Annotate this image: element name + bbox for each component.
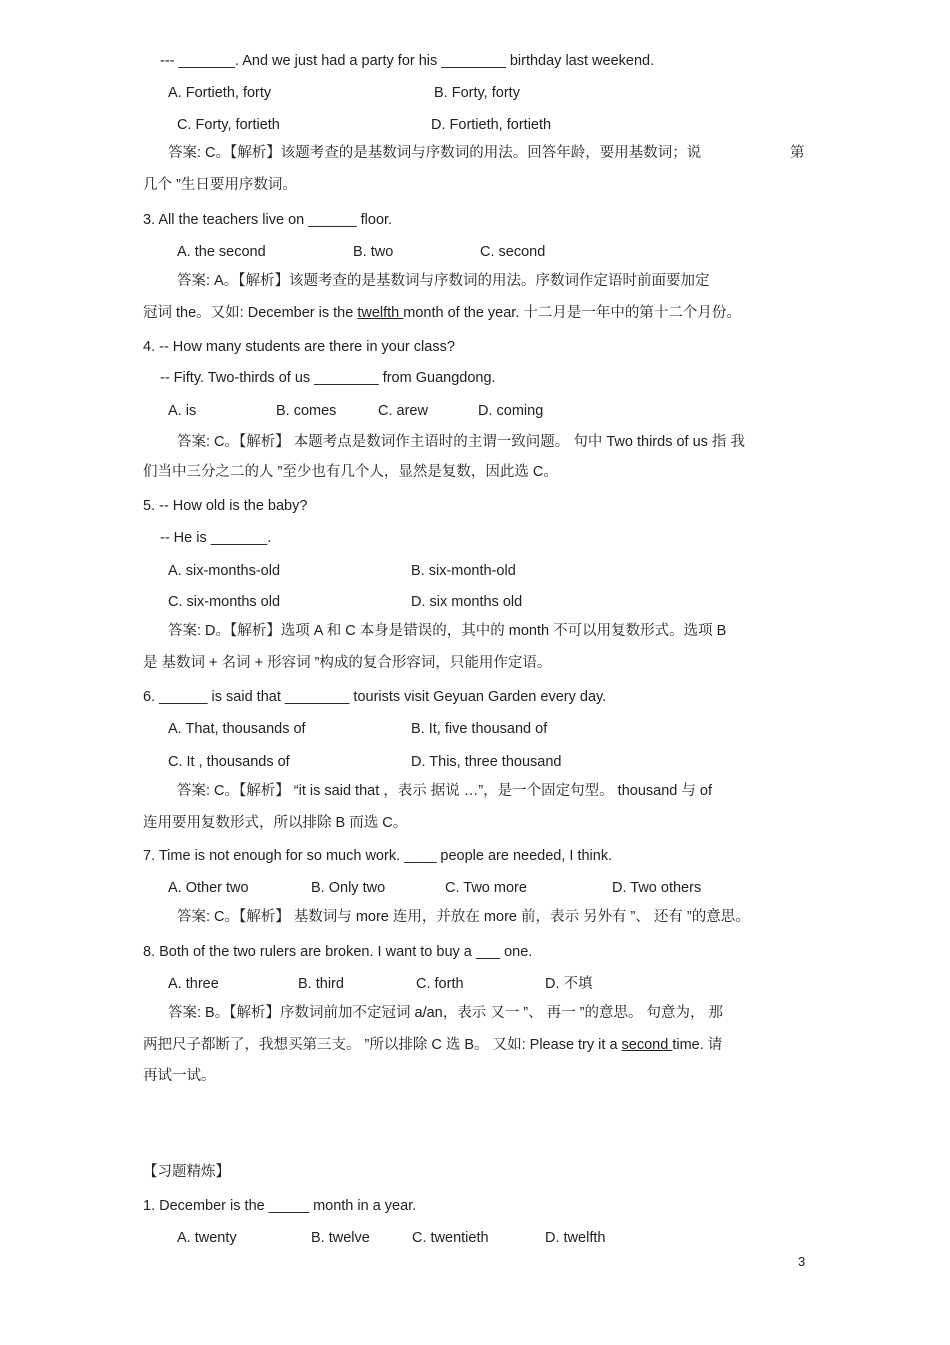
question-5: 5. -- How old is the baby?: [143, 498, 308, 514]
answer-line: [143, 304, 741, 322]
answer-line: 答案: C。【解析】 “it is said that ，表示 据说 …”，是一个固定句型。 thousand 与 of: [177, 783, 712, 799]
option-c: C. twentieth: [412, 1230, 489, 1246]
answer-line: [143, 1036, 722, 1054]
option-c: C. It , thousands of: [168, 754, 290, 770]
answer-line: 答案: B。【解析】序数词前加不定冠词 a/an，表示 又一 ”、 再一 ”的意思。 句意为， 那: [168, 1005, 724, 1021]
text-fragment: 两把尺子都断了，我想买第三支。 ”所以排除 C 选 B。 又如: Please try it a: [143, 1037, 622, 1053]
option-c: C. Forty, fortieth: [177, 117, 280, 133]
option-b: B. third: [298, 976, 344, 992]
option-a: A. three: [168, 976, 219, 992]
option-a: A. Other two: [168, 880, 249, 896]
section-heading: 【习题精炼】: [143, 1164, 230, 1180]
question-8: 8. Both of the two rulers are broken. I want to buy a ___ one.: [143, 944, 533, 960]
question-7: 7. Time is not enough for so much work. ____ people are needed, I think.: [143, 848, 613, 864]
text-fragment: 冠词 the。又如: December is the: [143, 305, 358, 321]
option-a: A. six-months-old: [168, 563, 281, 579]
option-b: B. Only two: [311, 880, 386, 896]
option-c: C. second: [480, 244, 546, 260]
answer-line: 再试一试。: [143, 1068, 216, 1084]
answer-line: 是 基数词 + 名词 + 形容词 ”构成的复合形容词，只能用作定语。: [143, 655, 552, 671]
underlined-word: second: [621, 1037, 673, 1053]
option-a: A. twenty: [177, 1230, 237, 1246]
text-fragment: month of the year. 十二月是一年中的第十二个月份。: [403, 305, 741, 321]
option-c: C. six-months old: [168, 594, 281, 610]
answer-line: 几个 ”生日要用序数词。: [143, 177, 297, 193]
option-d: D. twelfth: [545, 1230, 606, 1246]
question-6: 6. ______ is said that ________ tourists visit Geyuan Garden every day.: [143, 689, 607, 705]
answer-line: 答案: D。【解析】选项 A 和 C 本身是错误的，其中的 month 不可以用复数形式。选项 B: [168, 623, 727, 639]
option-d: D. This, three thousand: [411, 754, 562, 770]
text-fragment: time. 请: [672, 1037, 723, 1053]
option-a: A. is: [168, 403, 197, 419]
question-3: 3. All the teachers live on ______ floor.: [143, 212, 393, 228]
answer-line: 答案: C。【解析】该题考查的是基数词与序数词的用法。回答年龄，要用基数词；说: [168, 145, 702, 161]
text-line: --- _______. And we just had a party for his ________ birthday last weekend.: [160, 53, 655, 69]
question-line: -- He is _______.: [160, 530, 272, 546]
option-c: C. arew: [378, 403, 428, 419]
option-c: C. forth: [416, 976, 464, 992]
answer-line: 答案: C。【解析】 本题考点是数词作主语时的主谓一致问题。 句中 Two thirds of us 指 我: [177, 434, 745, 450]
option-b: B. Forty, forty: [434, 85, 520, 101]
option-d: D. six months old: [411, 594, 523, 610]
underlined-word: twelfth: [357, 305, 404, 321]
exercise-1: 1. December is the _____ month in a year.: [143, 1198, 417, 1214]
question-4: 4. -- How many students are there in your class?: [143, 339, 455, 355]
option-b: B. comes: [276, 403, 337, 419]
question-line: -- Fifty. Two-thirds of us ________ from Guangdong.: [160, 370, 496, 386]
option-b: B. two: [353, 244, 394, 260]
answer-line: 连用要用复数形式，所以排除 B 而选 C。: [143, 815, 408, 831]
option-a: A. the second: [177, 244, 266, 260]
option-b: B. twelve: [311, 1230, 370, 1246]
option-b: B. six-month-old: [411, 563, 516, 579]
option-c: C. Two more: [445, 880, 527, 896]
option-a: A. Fortieth, forty: [168, 85, 272, 101]
option-d: D. Two others: [612, 880, 702, 896]
answer-line: 答案: A。【解析】该题考查的是基数词与序数词的用法。序数词作定语时前面要加定: [177, 273, 710, 289]
answer-line: 答案: C。【解析】 基数词与 more 连用，并放在 more 前，表示 另外有 ”、 还有 ”的意思。: [177, 909, 750, 925]
option-d: D. coming: [478, 403, 544, 419]
option-b: B. It, five thousand of: [411, 721, 548, 737]
option-d: D. 不填: [545, 976, 593, 992]
option-d: D. Fortieth, fortieth: [431, 117, 552, 133]
text-fragment: 第: [790, 145, 805, 161]
page-number: 3: [798, 1254, 806, 1269]
answer-line: 们当中三分之二的人 ”至少也有几个人，显然是复数，因此选 C。: [143, 464, 558, 480]
option-a: A. That, thousands of: [168, 721, 306, 737]
